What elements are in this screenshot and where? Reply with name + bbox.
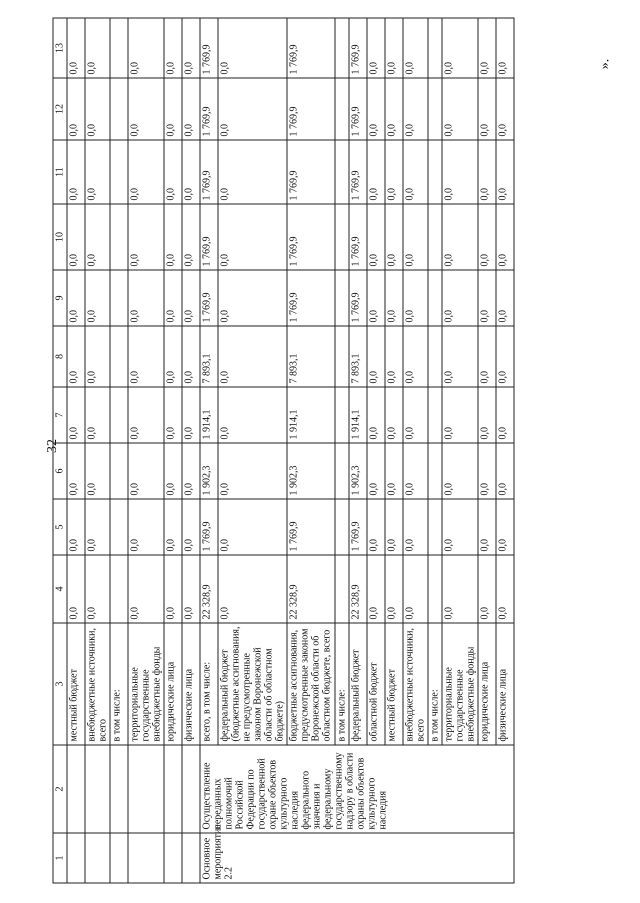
value-cell: 0,0 — [367, 443, 385, 499]
value-cell: 0,0 — [442, 18, 478, 78]
table-row — [85, 18, 110, 883]
value-cell: 0,0 — [442, 270, 478, 326]
value-cell — [110, 555, 128, 623]
value-cell: 0,0 — [367, 326, 385, 387]
value-cell: 0,0 — [67, 499, 85, 555]
value-cell: 0,0 — [403, 78, 428, 140]
value-cell: 7 893,1 — [200, 326, 218, 387]
row-label: в том числе: — [428, 623, 442, 745]
empty-cell — [85, 833, 110, 883]
value-cell: 0,0 — [496, 326, 514, 387]
value-cell: 0,0 — [85, 499, 110, 555]
value-cell: 0,0 — [442, 387, 478, 443]
value-cell: 0,0 — [218, 140, 287, 204]
column-header: 7 — [53, 387, 67, 443]
value-cell: 7 893,1 — [349, 326, 367, 387]
value-cell: 22 328,9 — [287, 555, 335, 623]
value-cell: 0,0 — [85, 204, 110, 270]
value-cell: 0,0 — [403, 140, 428, 204]
value-cell: 1 769,9 — [349, 270, 367, 326]
value-cell: 0,0 — [182, 443, 200, 499]
value-cell: 0,0 — [403, 443, 428, 499]
value-cell: 0,0 — [182, 270, 200, 326]
column-header: 12 — [53, 78, 67, 140]
value-cell: 0,0 — [67, 443, 85, 499]
value-cell: 0,0 — [403, 499, 428, 555]
value-cell — [110, 326, 128, 387]
value-cell — [110, 270, 128, 326]
value-cell: 0,0 — [128, 443, 164, 499]
value-cell — [335, 18, 349, 78]
value-cell: 0,0 — [128, 326, 164, 387]
value-cell — [428, 270, 442, 326]
value-cell — [335, 443, 349, 499]
value-cell: 0,0 — [478, 555, 496, 623]
value-cell: 0,0 — [367, 555, 385, 623]
row-label: территориальные государственные внебюджетные фонды — [442, 623, 478, 745]
value-cell: 0,0 — [403, 326, 428, 387]
value-cell: 0,0 — [218, 443, 287, 499]
value-cell: 0,0 — [442, 140, 478, 204]
row-label: физические лица — [496, 623, 514, 745]
empty-cell — [164, 745, 182, 833]
empty-cell — [110, 833, 128, 883]
value-cell: 0,0 — [478, 270, 496, 326]
value-cell: 0,0 — [442, 555, 478, 623]
value-cell: 0,0 — [85, 270, 110, 326]
value-cell: 1 902,3 — [349, 443, 367, 499]
value-cell: 0,0 — [385, 387, 403, 443]
column-header: 6 — [53, 443, 67, 499]
value-cell: 0,0 — [478, 140, 496, 204]
empty-cell — [67, 833, 85, 883]
value-cell: 1 769,9 — [287, 499, 335, 555]
value-cell — [428, 555, 442, 623]
empty-cell — [182, 833, 200, 883]
row-label: в том числе: — [110, 623, 128, 745]
value-cell: 0,0 — [218, 18, 287, 78]
value-cell — [428, 78, 442, 140]
budget-table-container — [53, 19, 588, 884]
value-cell: 0,0 — [85, 387, 110, 443]
value-cell: 0,0 — [85, 443, 110, 499]
value-cell: 0,0 — [164, 555, 182, 623]
value-cell: 0,0 — [164, 387, 182, 443]
value-cell: 1 902,3 — [200, 443, 218, 499]
value-cell — [110, 443, 128, 499]
value-cell: 0,0 — [128, 555, 164, 623]
value-cell: 0,0 — [367, 78, 385, 140]
column-header: 9 — [53, 270, 67, 326]
value-cell: 0,0 — [85, 140, 110, 204]
column-header: 8 — [53, 326, 67, 387]
value-cell: 0,0 — [128, 140, 164, 204]
value-cell: 0,0 — [496, 78, 514, 140]
value-cell: 0,0 — [164, 78, 182, 140]
value-cell: 1 769,9 — [287, 270, 335, 326]
value-cell: 0,0 — [385, 204, 403, 270]
value-cell: 0,0 — [164, 140, 182, 204]
value-cell: 0,0 — [218, 204, 287, 270]
column-header: 10 — [53, 204, 67, 270]
value-cell: 0,0 — [367, 270, 385, 326]
value-cell: 0,0 — [218, 78, 287, 140]
value-cell: 0,0 — [182, 326, 200, 387]
value-cell: 0,0 — [367, 140, 385, 204]
value-cell: 22 328,9 — [349, 555, 367, 623]
value-cell: 0,0 — [442, 78, 478, 140]
value-cell: 0,0 — [182, 555, 200, 623]
column-header: 3 — [53, 623, 67, 745]
measure-name: Осуществление переданных полномочий Российской Федерации по государственной охране объектов культурного наследия федерального значения и федеральному государственному надзору в области охраны объектов культурного наследия — [200, 745, 514, 833]
value-cell: 0,0 — [128, 18, 164, 78]
value-cell — [335, 140, 349, 204]
value-cell: 0,0 — [367, 18, 385, 78]
value-cell: 0,0 — [496, 18, 514, 78]
column-header: 5 — [53, 499, 67, 555]
value-cell: 0,0 — [164, 443, 182, 499]
value-cell — [110, 18, 128, 78]
value-cell: 0,0 — [128, 499, 164, 555]
value-cell: 0,0 — [496, 387, 514, 443]
value-cell: 0,0 — [478, 326, 496, 387]
value-cell: 0,0 — [403, 204, 428, 270]
value-cell: 0,0 — [385, 78, 403, 140]
value-cell: 0,0 — [85, 18, 110, 78]
value-cell — [428, 140, 442, 204]
value-cell: 0,0 — [182, 18, 200, 78]
value-cell: 0,0 — [403, 18, 428, 78]
value-cell: 0,0 — [182, 140, 200, 204]
table-row — [67, 18, 85, 883]
row-label: юридические лица — [164, 623, 182, 745]
value-cell: 0,0 — [182, 204, 200, 270]
value-cell: 0,0 — [478, 204, 496, 270]
column-header: 11 — [53, 140, 67, 204]
value-cell: 0,0 — [496, 443, 514, 499]
budget-table — [53, 18, 515, 884]
value-cell: 1 769,9 — [287, 78, 335, 140]
value-cell: 0,0 — [128, 204, 164, 270]
value-cell: 0,0 — [182, 499, 200, 555]
value-cell: 0,0 — [128, 387, 164, 443]
value-cell: 1 769,9 — [287, 204, 335, 270]
value-cell: 1 769,9 — [200, 140, 218, 204]
value-cell: 1 769,9 — [349, 499, 367, 555]
empty-cell — [85, 745, 110, 833]
value-cell: 0,0 — [67, 18, 85, 78]
value-cell: 0,0 — [385, 443, 403, 499]
value-cell: 1 769,9 — [349, 78, 367, 140]
value-cell: 0,0 — [67, 270, 85, 326]
value-cell: 0,0 — [85, 555, 110, 623]
value-cell: 0,0 — [496, 555, 514, 623]
value-cell: 0,0 — [385, 18, 403, 78]
table-row — [110, 18, 128, 883]
value-cell: 0,0 — [385, 555, 403, 623]
budget-table-body — [53, 18, 514, 883]
value-cell: 0,0 — [478, 78, 496, 140]
value-cell: 0,0 — [218, 555, 287, 623]
value-cell: 0,0 — [496, 204, 514, 270]
table-row — [182, 18, 200, 883]
row-label: территориальные государственные внебюджетные фонды — [128, 623, 164, 745]
value-cell — [110, 204, 128, 270]
value-cell — [110, 499, 128, 555]
value-cell: 0,0 — [442, 204, 478, 270]
value-cell: 0,0 — [478, 387, 496, 443]
row-label: физические лица — [182, 623, 200, 745]
value-cell: 0,0 — [164, 270, 182, 326]
value-cell: 0,0 — [385, 499, 403, 555]
row-label: местный бюджет — [67, 623, 85, 745]
value-cell — [428, 499, 442, 555]
column-header: 13 — [53, 18, 67, 78]
empty-cell — [164, 833, 182, 883]
value-cell: 0,0 — [385, 270, 403, 326]
header-row — [53, 18, 67, 883]
value-cell: 0,0 — [403, 387, 428, 443]
value-cell: 0,0 — [85, 78, 110, 140]
row-label: федеральный бюджет — [349, 623, 367, 745]
value-cell: 0,0 — [164, 499, 182, 555]
value-cell: 1 914,1 — [200, 387, 218, 443]
empty-cell — [67, 745, 85, 833]
value-cell — [428, 387, 442, 443]
table-row — [128, 18, 164, 883]
value-cell — [428, 326, 442, 387]
value-cell: 1 769,9 — [287, 18, 335, 78]
value-cell: 0,0 — [367, 387, 385, 443]
value-cell — [335, 387, 349, 443]
column-header: 1 — [53, 833, 67, 883]
value-cell — [110, 140, 128, 204]
value-cell: 0,0 — [67, 204, 85, 270]
column-header: 2 — [53, 745, 67, 833]
page-number: 32 — [45, 439, 60, 453]
value-cell: 22 328,9 — [200, 555, 218, 623]
value-cell — [335, 78, 349, 140]
value-cell: 0,0 — [442, 326, 478, 387]
value-cell: 0,0 — [496, 499, 514, 555]
value-cell: 0,0 — [478, 18, 496, 78]
value-cell: 0,0 — [164, 326, 182, 387]
value-cell — [335, 270, 349, 326]
row-label: местный бюджет — [385, 623, 403, 745]
value-cell — [428, 204, 442, 270]
value-cell — [335, 326, 349, 387]
value-cell: 1 769,9 — [200, 499, 218, 555]
value-cell — [335, 499, 349, 555]
value-cell: 0,0 — [128, 78, 164, 140]
value-cell: 0,0 — [367, 499, 385, 555]
value-cell: 0,0 — [164, 18, 182, 78]
value-cell — [428, 443, 442, 499]
row-label: в том числе: — [335, 623, 349, 745]
value-cell: 0,0 — [478, 443, 496, 499]
value-cell: 0,0 — [67, 387, 85, 443]
value-cell: 0,0 — [478, 499, 496, 555]
value-cell: 1 902,3 — [287, 443, 335, 499]
value-cell: 0,0 — [367, 204, 385, 270]
value-cell: 0,0 — [67, 140, 85, 204]
value-cell: 0,0 — [385, 326, 403, 387]
value-cell: 1 769,9 — [200, 18, 218, 78]
value-cell — [110, 78, 128, 140]
table-row — [200, 18, 218, 883]
value-cell: 0,0 — [385, 140, 403, 204]
value-cell: 1 769,9 — [200, 204, 218, 270]
value-cell: 0,0 — [403, 270, 428, 326]
value-cell: 1 769,9 — [200, 270, 218, 326]
value-cell: 0,0 — [218, 270, 287, 326]
row-label: федеральный бюджет (бюджетные ассигнования, не предусмотренные законом Воронежской области об областном бюджете) — [218, 623, 287, 745]
value-cell — [335, 555, 349, 623]
row-label: внебюджетные источники, всего — [403, 623, 428, 745]
value-cell: 0,0 — [164, 204, 182, 270]
value-cell: 1 914,1 — [287, 387, 335, 443]
row-label: всего, в том числе: — [200, 623, 218, 745]
value-cell: 1 769,9 — [349, 140, 367, 204]
value-cell: 1 769,9 — [287, 140, 335, 204]
value-cell — [110, 387, 128, 443]
value-cell: 7 893,1 — [287, 326, 335, 387]
value-cell: 1 769,9 — [349, 18, 367, 78]
row-label: областной бюджет — [367, 623, 385, 745]
value-cell: 1 914,1 — [349, 387, 367, 443]
value-cell — [335, 204, 349, 270]
value-cell: 0,0 — [496, 270, 514, 326]
row-label: юридические лица — [478, 623, 496, 745]
value-cell: 0,0 — [67, 78, 85, 140]
value-cell: 0,0 — [182, 387, 200, 443]
value-cell: 1 769,9 — [200, 78, 218, 140]
table-row — [164, 18, 182, 883]
value-cell: 0,0 — [218, 326, 287, 387]
value-cell: 0,0 — [67, 326, 85, 387]
value-cell: 0,0 — [182, 78, 200, 140]
empty-cell — [182, 745, 200, 833]
value-cell: 0,0 — [67, 555, 85, 623]
value-cell: 0,0 — [403, 555, 428, 623]
empty-cell — [128, 833, 164, 883]
value-cell: 0,0 — [218, 499, 287, 555]
measure-code: Основное мероприятие 2.2 — [200, 833, 514, 883]
empty-cell — [110, 745, 128, 833]
row-label: внебюджетные источники, всего — [85, 623, 110, 745]
column-header: 4 — [53, 555, 67, 623]
closing-mark: ». — [597, 58, 613, 70]
value-cell: 0,0 — [442, 499, 478, 555]
empty-cell — [128, 745, 164, 833]
row-label: бюджетные ассигнования, предусмотренные законом Воронежской области об областном бюджете, всего — [287, 623, 335, 745]
value-cell — [428, 18, 442, 78]
value-cell: 0,0 — [442, 443, 478, 499]
value-cell: 0,0 — [218, 387, 287, 443]
value-cell: 1 769,9 — [349, 204, 367, 270]
value-cell: 0,0 — [85, 326, 110, 387]
value-cell: 0,0 — [496, 140, 514, 204]
value-cell: 0,0 — [128, 270, 164, 326]
